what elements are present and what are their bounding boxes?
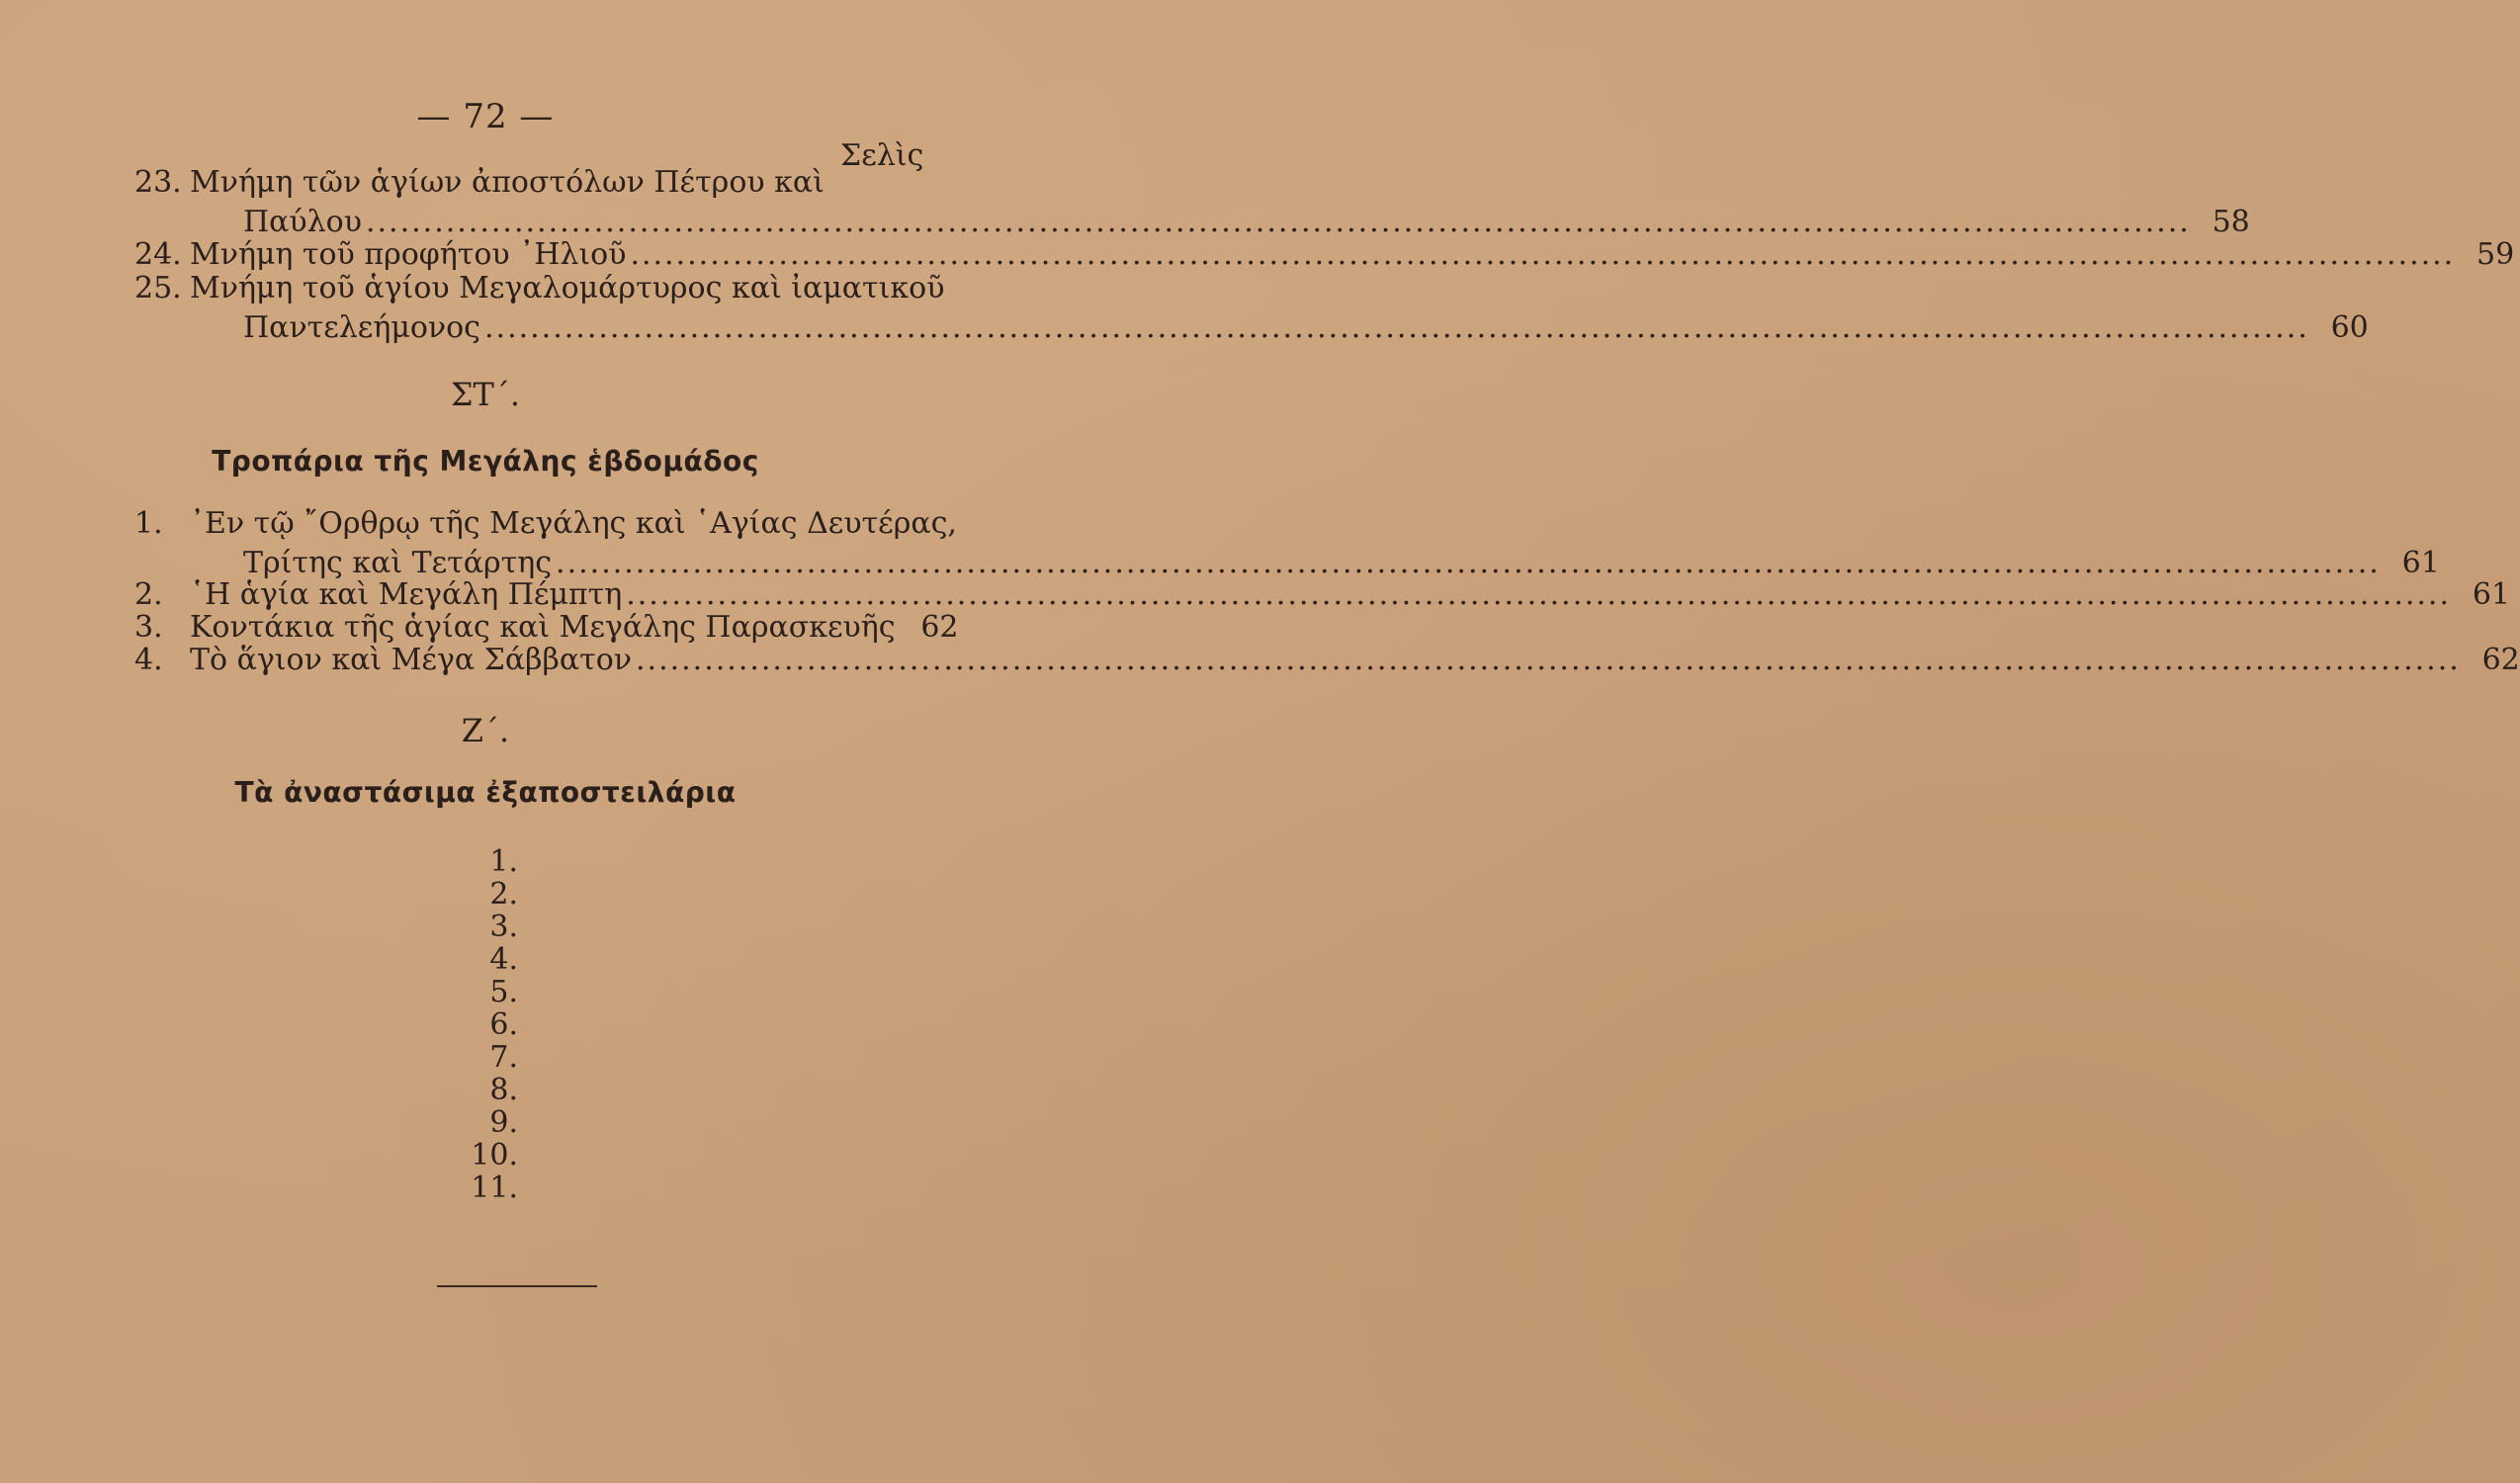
exapostilaria-list [465,845,544,1204]
leader-dots [484,308,2309,348]
entry-page: 59 [2477,237,2515,272]
section-letter-z: Ζ΄. [461,712,510,749]
toc-entry-23[interactable] [134,163,2250,242]
entry-page: 62 [920,610,959,645]
entry-number: 24. [134,237,182,272]
entry-page: 60 [2330,310,2369,345]
entry-number: 2. [134,577,163,612]
list-item[interactable]: 5. [489,975,518,1009]
entry-title: Κοντάκια τῆς ἁγίας καὶ Μεγάλης Παρασκευῆς [190,610,896,645]
list-item[interactable]: 6. [489,1007,518,1042]
entry-number: 25. [134,271,182,305]
entry-title: ᾿Εν τῷ ῎Ορθρῳ τῆς Μεγάλης καὶ ῾Αγίας Δευτέρας, [190,506,957,541]
entry-number: 3. [134,610,163,645]
page-number: — 72 — [416,97,555,136]
entry-title: Τὸ ἅγιον καὶ Μέγα Σάββατον [190,643,632,677]
entry-title: Μνήμη τοῦ ἁγίου Μεγαλομάρτυρος καὶ ἰαματικοῦ [190,271,945,305]
entry-title-continued: Παντελεήμονος [243,310,480,345]
entry-title-continued: Παύλου [243,205,362,239]
entry-page: 58 [2212,205,2250,239]
list-item[interactable]: 4. [489,942,518,977]
pages-column-header: Σελὶς [840,138,924,173]
end-rule-divider [437,1285,597,1287]
section-title-exapostilaria: Τὰ ἀναστάσιμα ἐξαποστειλάρια [234,776,737,809]
entry-page: 61 [2472,577,2510,612]
list-item[interactable]: 1. [489,844,518,879]
toc-entry-25[interactable] [134,269,2369,348]
entry-number: 23. [134,165,182,200]
toc-entry-4[interactable] [134,641,2520,680]
list-item[interactable]: 10. [471,1138,518,1173]
entry-number: 4. [134,643,163,677]
toc-entry-1[interactable] [134,504,2440,583]
list-item[interactable]: 11. [471,1171,518,1205]
list-item[interactable]: 9. [489,1105,518,1140]
section-title-holy-week: Τροπάρια τῆς Μεγάλης ἑβδομάδος [212,445,759,478]
section-letter-st: ΣΤ΄. [450,376,521,413]
entry-title-continued: Τρίτης καὶ Τετάρτης [243,546,553,580]
entry-title: ῾Η ἁγία καὶ Μεγάλη Πέμπτη [190,577,623,612]
entry-page: 62 [2481,643,2520,677]
list-item[interactable]: 2. [489,877,518,912]
entry-title: Μνήμη τοῦ προφήτου ᾿Ηλιοῦ [190,237,627,272]
entry-title: Μνήμη τῶν ἁγίων ἀποστόλων Πέτρου καὶ [190,165,825,200]
list-item[interactable]: 8. [489,1073,518,1107]
list-item[interactable]: 7. [489,1040,518,1075]
entry-number: 1. [134,506,163,541]
leader-dots [636,641,2461,680]
entry-page: 61 [2401,546,2440,580]
list-item[interactable]: 3. [489,910,518,944]
